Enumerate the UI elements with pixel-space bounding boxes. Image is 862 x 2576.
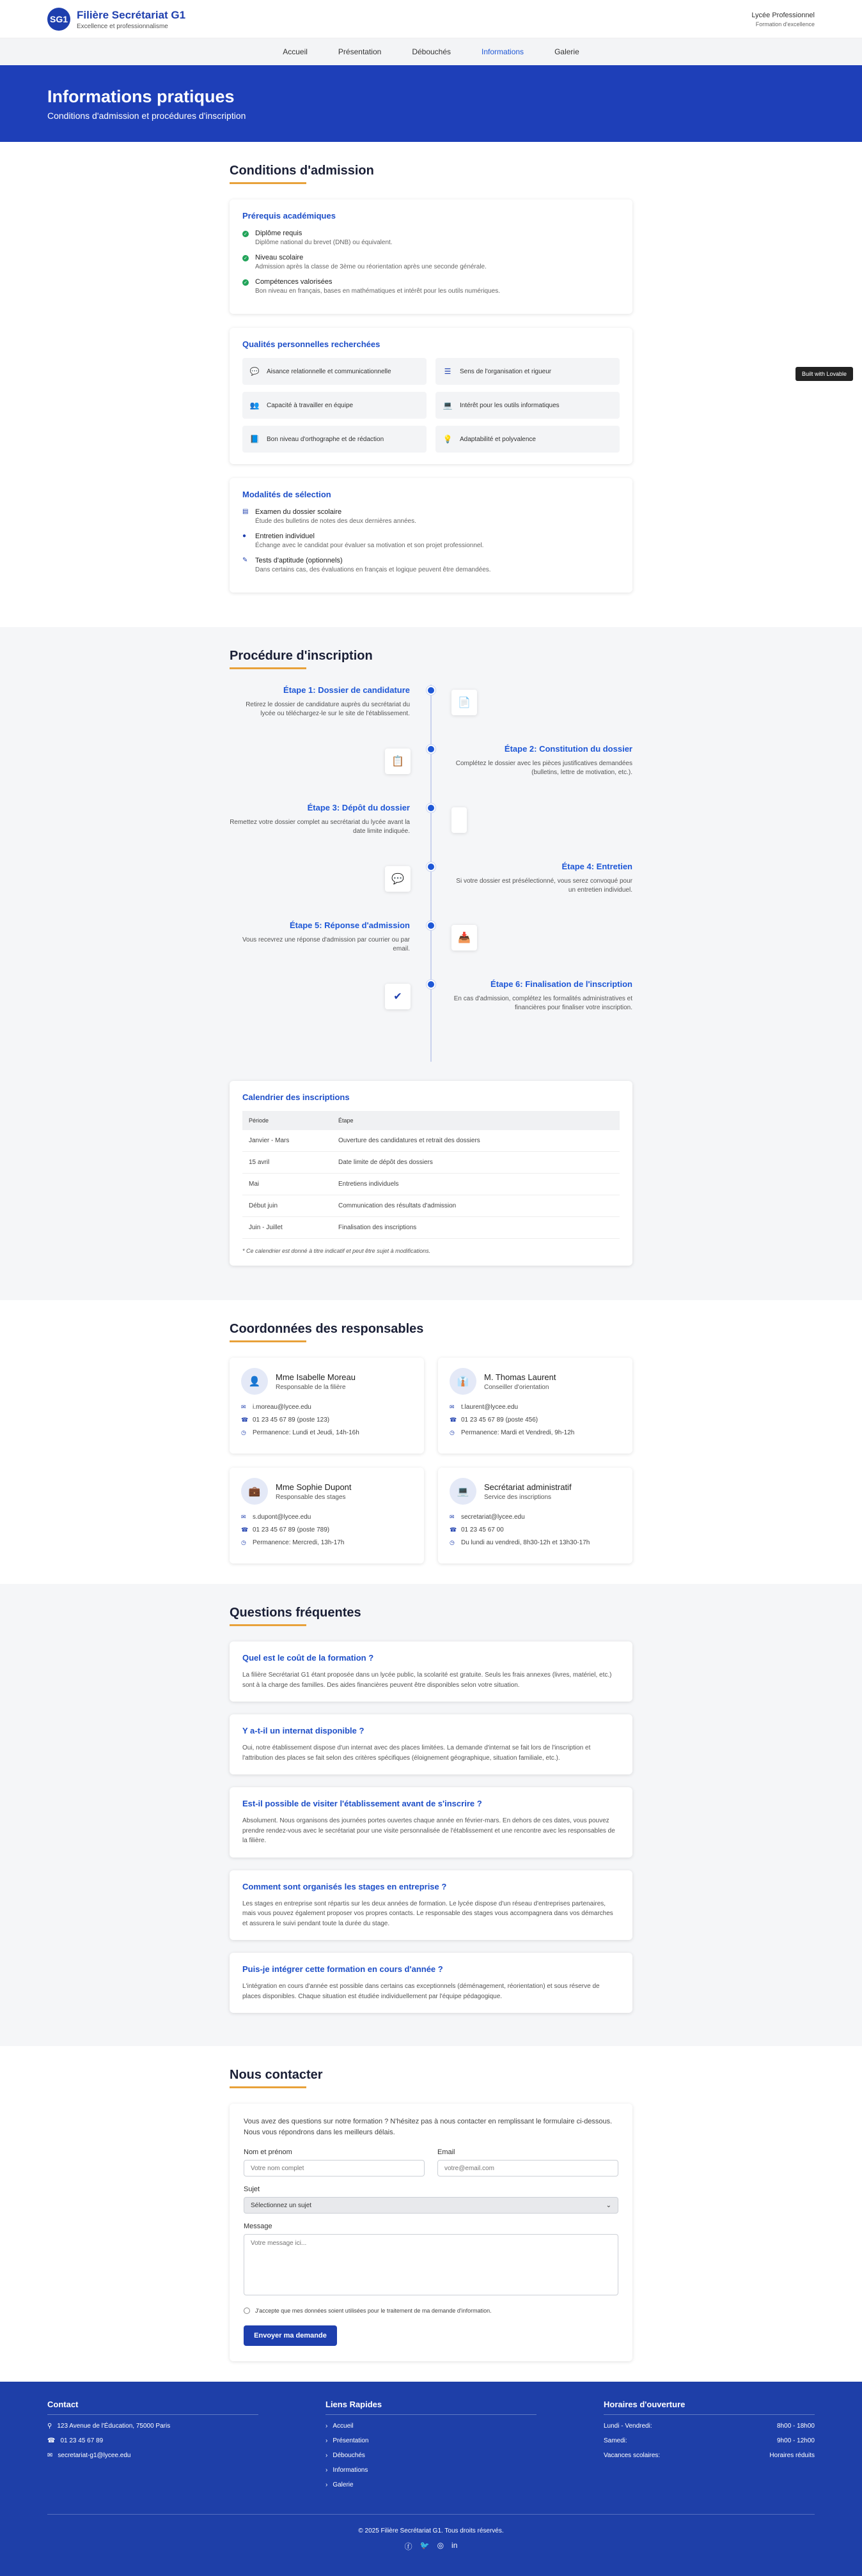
linkedin-icon[interactable]: in (451, 2541, 458, 2550)
phone-icon: ☎ (47, 2437, 56, 2445)
school-name: Lycée Professionnel (751, 11, 815, 19)
consent-label: J'accepte que mes données soient utilisées pour le traitement de ma demande d'information. (255, 2308, 492, 2315)
selection-title: Examen du dossier scolaire (255, 508, 342, 516)
facebook-icon[interactable]: ⓕ (404, 2542, 412, 2552)
chevron-right-icon: › (325, 2467, 328, 2474)
card-title: Qualités personnelles recherchées (242, 339, 380, 349)
copyright: © 2025 Filière Secrétariat G1. Tous droits réservés. (358, 2527, 504, 2535)
name-label: Nom et prénom (244, 2148, 292, 2157)
prereq-desc: Diplôme national du brevet (DNB) ou équivalent. (255, 239, 393, 246)
clock-icon: ◷ (450, 1539, 455, 1546)
footer-link-label: Débouchés (333, 2452, 365, 2460)
footer-link[interactable] (325, 2437, 537, 2444)
selection-desc: Échange avec le candidat pour évaluer sa motivation et son projet professionnel. (255, 542, 484, 549)
step-desc: Retirez le dossier de candidature auprès du secrétariat du lycée ou téléchargez-le sur le site de l'établissement. (246, 701, 410, 718)
lovable-badge[interactable]: Built with Lovable (795, 367, 853, 381)
hero-banner (0, 65, 862, 142)
title-underline (230, 1624, 306, 1626)
timeline-dot (427, 980, 435, 989)
selection-item (242, 508, 620, 525)
brand-title: Filière Secrétariat G1 (77, 8, 186, 21)
contact-hours: Permanence: Mercredi, 13h-17h (253, 1539, 345, 1546)
step-desc: Remettez votre dossier complet au secrétariat du lycée avant la date limite indiquée. (230, 818, 410, 835)
laptop-icon: 💻 (443, 401, 453, 410)
quality-item (242, 426, 427, 453)
step-title: Étape 1: Dossier de candidature (283, 685, 410, 695)
contact-card (438, 1358, 632, 1454)
calendar-table (242, 1111, 620, 1239)
nav-galerie[interactable]: Galerie (554, 47, 579, 56)
contact-name: Secrétariat administratif (484, 1482, 572, 1492)
user-icon: 👤 (241, 1368, 268, 1395)
mail-icon: ✉ (450, 1404, 455, 1410)
prereq-desc: Admission après la classe de 3ème ou réorientation après une seconde générale. (255, 263, 487, 270)
footer-link-label: Accueil (333, 2423, 354, 2430)
footer-links (325, 2400, 537, 2496)
users-icon: 👥 (249, 401, 260, 410)
chat-icon: 💬 (385, 866, 411, 892)
faq-item[interactable] (230, 1787, 632, 1858)
timeline-step (230, 920, 632, 979)
chevron-right-icon: › (325, 2481, 328, 2489)
chevron-right-icon: › (325, 2437, 328, 2445)
phone-icon: ☎ (450, 1416, 457, 1423)
section-title: Coordonnées des responsables (230, 1322, 424, 1336)
footer-address: 123 Avenue de l'Éducation, 75000 Paris (57, 2423, 171, 2430)
page-title: Informations pratiques (47, 87, 235, 106)
header-school-info (751, 12, 815, 27)
step-title: Étape 2: Constitution du dossier (504, 744, 632, 754)
contact-card (438, 1468, 632, 1563)
quality-label: Aisance relationnelle et communicationnelle (267, 368, 391, 375)
clipboard-icon: 📋 (385, 749, 411, 774)
table-row (242, 1174, 620, 1195)
timeline-dot (427, 745, 435, 754)
page-subtitle: Conditions d'admission et procédures d'inscription (47, 111, 246, 121)
message-textarea[interactable] (244, 2234, 618, 2295)
calendar-card (230, 1081, 632, 1266)
selection-desc: Étude des bulletins de notes des deux dernières années. (255, 518, 416, 525)
quality-label: Adaptabilité et polyvalence (460, 435, 536, 443)
prereq-item (242, 254, 620, 270)
timeline-step (230, 685, 632, 743)
column-header: Étape (332, 1111, 620, 1130)
card-title: Calendrier des inscriptions (242, 1092, 350, 1102)
prereq-title: Niveau scolaire (255, 254, 304, 261)
timeline-dot (427, 862, 435, 871)
prereq-title: Diplôme requis (255, 229, 302, 237)
cell-period: Juin - Juillet (242, 1217, 332, 1239)
main-nav (0, 38, 862, 65)
cell-period: Début juin (242, 1195, 332, 1217)
chevron-right-icon: › (325, 2452, 328, 2460)
footer-link[interactable] (325, 2452, 537, 2459)
email-label: Email (437, 2148, 455, 2157)
cell-step: Date limite de dépôt des dossiers (332, 1152, 620, 1174)
footer-heading: Horaires d'ouverture (604, 2400, 815, 2415)
person-icon: ● (242, 532, 247, 539)
faq-item[interactable] (230, 1953, 632, 2013)
hours-day: Lundi - Vendredi: (604, 2423, 652, 2430)
title-underline (230, 667, 306, 669)
title-underline (230, 2086, 306, 2088)
step-title: Étape 5: Réponse d'admission (289, 920, 410, 930)
contact-form (230, 2104, 632, 2361)
laptop-icon: 💻 (450, 1478, 476, 1505)
location-icon: ⚲ (47, 2423, 52, 2430)
submit-button[interactable]: Envoyer ma demande (244, 2325, 337, 2346)
contact-role: Responsable de la filière (276, 1383, 346, 1391)
footer-phone[interactable]: 01 23 45 67 89 (60, 2437, 104, 2445)
phone-icon: ☎ (241, 1416, 249, 1423)
prereq-item (242, 229, 620, 246)
quality-label: Capacité à travailler en équipe (267, 401, 354, 409)
site-footer (0, 2382, 862, 2576)
contact-name: Mme Sophie Dupont (276, 1482, 352, 1492)
contact-hours: Permanence: Lundi et Jeudi, 14h-16h (253, 1429, 359, 1436)
message-label: Message (244, 2223, 272, 2231)
step-title: Étape 4: Entretien (561, 862, 632, 871)
prereq-title: Compétences valorisées (255, 278, 333, 286)
footer-email[interactable]: secretariat-g1@lycee.edu (58, 2452, 131, 2460)
cell-step: Finalisation des inscriptions (332, 1217, 620, 1239)
cell-period: Mai (242, 1174, 332, 1195)
contact-form-section (0, 2046, 862, 2382)
faq-answer: La filière Secrétariat G1 étant proposée dans un lycée public, la scolarité est gratuite. Seuls les frais annexes (livres, matériel, etc.) sont à la charge des familles. Des aides financières peuvent être disponibles selon votre situation. (242, 1672, 612, 1689)
contact-phone[interactable]: 01 23 45 67 89 (poste 456) (461, 1416, 538, 1424)
contact-card (230, 1468, 424, 1563)
hours-time: 8h00 - 18h00 (777, 2423, 815, 2430)
quality-item (242, 358, 427, 385)
contact-card (230, 1358, 424, 1454)
footer-heading: Contact (47, 2400, 258, 2415)
mail-icon: ✉ (241, 1514, 246, 1520)
subject-select[interactable] (244, 2197, 618, 2214)
contact-name: M. Thomas Laurent (484, 1372, 556, 1382)
nav-presentation[interactable]: Présentation (338, 47, 382, 56)
title-underline (230, 182, 306, 184)
selection-card (230, 478, 632, 593)
contact-phone[interactable]: 01 23 45 67 00 (461, 1526, 504, 1533)
hours-day: Vacances scolaires: (604, 2452, 661, 2460)
contact-email[interactable]: s.dupont@lycee.edu (253, 1514, 311, 1521)
clock-icon: ◷ (241, 1539, 246, 1546)
prereq-item (242, 278, 620, 295)
footer-contact (47, 2400, 258, 2496)
faq-question: Quel est le coût de la formation ? (242, 1653, 374, 1663)
clock-icon: ◷ (450, 1429, 455, 1436)
name-input[interactable] (244, 2160, 425, 2176)
footer-link-label: Informations (333, 2467, 368, 2474)
cell-step: Entretiens individuels (332, 1174, 620, 1195)
phone-icon: ☎ (450, 1526, 457, 1533)
section-title: Procédure d'inscription (230, 649, 373, 663)
table-row (242, 1195, 620, 1217)
procedure-section (0, 627, 862, 1300)
step-title: Étape 6: Finalisation de l'inscription (490, 979, 632, 989)
brand-logo: SG1 (47, 8, 70, 31)
nav-informations[interactable]: Informations (482, 47, 524, 56)
chevron-right-icon: › (325, 2423, 328, 2430)
step-desc: Vous recevrez une réponse d'admission par courrier ou par email. (242, 936, 410, 953)
subject-label: Sujet (244, 2185, 260, 2194)
quality-item (435, 392, 620, 419)
footer-heading: Liens Rapides (325, 2400, 537, 2415)
section-title: Questions fréquentes (230, 1606, 361, 1620)
faq-item[interactable] (230, 1870, 632, 1941)
faq-item[interactable] (230, 1641, 632, 1702)
bulb-icon: 💡 (443, 435, 453, 444)
quality-label: Sens de l'organisation et rigueur (460, 368, 552, 375)
quality-label: Bon niveau d'orthographe et de rédaction (267, 435, 384, 443)
chat-icon: 💬 (249, 367, 260, 376)
brand-subtitle: Excellence et professionnalisme (77, 22, 168, 30)
footer-hours (604, 2400, 815, 2496)
faq-question: Comment sont organisés les stages en entreprise ? (242, 1881, 447, 1891)
check-icon: ✓ (242, 231, 249, 237)
timeline-step (230, 979, 632, 1037)
step-title: Étape 3: Dépôt du dossier (307, 803, 410, 812)
table-row (242, 1152, 620, 1174)
quality-item (242, 392, 427, 419)
prereq-card (230, 199, 632, 314)
chevron-down-icon: ⌄ (606, 2201, 611, 2209)
footer-link[interactable] (325, 2423, 537, 2430)
step-desc: En cas d'admission, complétez les formalités administratives et financières pour finaliser votre inscription. (453, 995, 632, 1012)
hours-day: Samedi: (604, 2437, 627, 2445)
cell-period: Janvier - Mars (242, 1130, 332, 1152)
site-header (0, 0, 862, 38)
faq-answer: Absolument. Nous organisons des journées portes ouvertes chaque année en février-mars. En dehors de ces dates, vous pouvez prendre rendez-vous avec le secrétariat pour une visite personnalisée de l'établissement et une rencontre avec les responsables de la filière. (242, 1817, 615, 1844)
cell-period: 15 avril (242, 1152, 332, 1174)
pencil-icon: ✎ (242, 557, 248, 564)
prereq-desc: Bon niveau en français, bases en mathématiques et intérêt pour les outils numériques. (255, 288, 500, 295)
section-title: Conditions d'admission (230, 164, 374, 178)
selection-title: Entretien individuel (255, 532, 315, 540)
brand[interactable] (47, 8, 185, 31)
contact-role: Conseiller d'orientation (484, 1383, 549, 1391)
faq-answer: Les stages en entreprise sont répartis sur les deux années de formation. Le lycée dispose d'un réseau d'entreprises partenaires, mais vous pouvez également proposer vos propres contacts. Le responsable des stages vous accompagnera dans vos démarches et assurera le suivi pendant toute la durée du stage. (242, 1900, 613, 1927)
column-header: Période (242, 1111, 332, 1130)
contact-hours: Permanence: Mardi et Vendredi, 9h-12h (461, 1429, 575, 1436)
email-input[interactable] (437, 2160, 618, 2176)
document-icon: 📄 (451, 690, 477, 715)
consent-checkbox[interactable] (244, 2308, 250, 2314)
contact-role: Responsable des stages (276, 1493, 346, 1501)
contact-name: Mme Isabelle Moreau (276, 1372, 356, 1382)
check-icon: ✓ (242, 255, 249, 261)
contact-role: Service des inscriptions (484, 1493, 552, 1501)
form-intro: Vous avez des questions sur notre formation ? N'hésitez pas à nous contacter en remplissant le formulaire ci-dessous. Nous vous répondrons dans les meilleurs délais. (244, 2118, 613, 2137)
table-row (242, 1130, 620, 1152)
faq-question: Puis-je intégrer cette formation en cours d'année ? (242, 1964, 443, 1974)
contacts-section (0, 1300, 862, 1584)
contact-phone[interactable]: 01 23 45 67 89 (poste 789) (253, 1526, 330, 1533)
timeline (230, 685, 632, 1062)
selection-item (242, 557, 620, 573)
list-icon: ☰ (444, 367, 451, 376)
timeline-step (230, 743, 632, 802)
cell-step: Ouverture des candidatures et retrait des dossiers (332, 1130, 620, 1152)
timeline-dot (427, 686, 435, 695)
footer-link[interactable] (325, 2481, 537, 2488)
nav-debouches[interactable]: Débouchés (412, 47, 451, 56)
contact-email[interactable]: secretariat@lycee.edu (461, 1514, 525, 1521)
contact-email[interactable]: t.laurent@lycee.edu (461, 1404, 519, 1411)
section-title: Nous contacter (230, 2068, 323, 2082)
contact-hours: Du lundi au vendredi, 8h30-12h et 13h30-17h (461, 1539, 590, 1546)
faq-section (0, 1584, 862, 2046)
contact-email[interactable]: i.moreau@lycee.edu (253, 1404, 311, 1411)
admission-section (0, 142, 862, 627)
footer-link[interactable] (325, 2467, 537, 2474)
selection-title: Tests d'aptitude (optionnels) (255, 557, 343, 564)
quality-item (435, 358, 620, 385)
faq-answer: L'intégration en cours d'année est possible dans certains cas exceptionnels (déménagement, réorientation) et sous réserve de places disponibles. Chaque situation est étudiée individuellement par l'équipe pédagogique. (242, 1983, 600, 2000)
title-underline (230, 1340, 306, 1342)
calendar-note: * Ce calendrier est donné à titre indicatif et peut être sujet à modifications. (242, 1248, 431, 1254)
cell-step: Communication des résultats d'admission (332, 1195, 620, 1217)
mail-icon: ✉ (241, 1404, 246, 1410)
nav-accueil[interactable]: Accueil (283, 47, 308, 56)
check-circle-icon: ✔ (385, 984, 411, 1009)
card-title: Modalités de sélection (242, 490, 331, 499)
twitter-icon[interactable]: 🐦 (419, 2541, 430, 2550)
table-row (242, 1217, 620, 1239)
quality-label: Intérêt pour les outils informatiques (460, 401, 560, 409)
faq-question: Y a-t-il un internat disponible ? (242, 1726, 364, 1735)
briefcase-icon: 💼 (241, 1478, 268, 1505)
selection-item (242, 532, 620, 549)
mail-icon: ✉ (450, 1514, 455, 1520)
phone-icon: ☎ (241, 1526, 249, 1533)
timeline-step (230, 861, 632, 920)
card-title: Prérequis académiques (242, 211, 336, 221)
user-tie-icon: 👔 (450, 1368, 476, 1395)
clock-icon: ◷ (241, 1429, 246, 1436)
timeline-dot (427, 921, 435, 930)
faq-item[interactable] (230, 1714, 632, 1774)
hours-time: Horaires réduits (769, 2452, 815, 2460)
book-icon: 📘 (249, 435, 260, 444)
qualities-card (230, 328, 632, 464)
subject-value: Sélectionnez un sujet (251, 2201, 312, 2209)
hours-time: 9h00 - 12h00 (777, 2437, 815, 2445)
faq-question: Est-il possible de visiter l'établissement avant de s'inscrire ? (242, 1799, 482, 1808)
quality-item (435, 426, 620, 453)
instagram-icon[interactable]: ◎ (437, 2541, 444, 2550)
check-icon: ✓ (242, 279, 249, 286)
timeline-dot (427, 803, 435, 812)
step-desc: Si votre dossier est présélectionné, vous serez convoqué pour un entretien individuel. (456, 877, 632, 894)
file-icon: ▤ (242, 508, 249, 515)
selection-desc: Dans certains cas, des évaluations en français et logique peuvent être demandées. (255, 566, 491, 573)
contact-phone[interactable]: 01 23 45 67 89 (poste 123) (253, 1416, 330, 1424)
blank-icon (451, 807, 467, 833)
step-desc: Complétez le dossier avec les pièces justificatives demandées (bulletins, lettre de motivation, etc.). (455, 759, 632, 777)
mail-icon: ✉ (47, 2452, 53, 2460)
footer-link-label: Galerie (333, 2481, 354, 2489)
footer-link-label: Présentation (333, 2437, 369, 2445)
inbox-icon: 📥 (451, 925, 477, 950)
school-tagline: Formation d'excellence (755, 20, 815, 27)
timeline-step (230, 802, 632, 861)
faq-answer: Oui, notre établissement dispose d'un internat avec des places limitées. La demande d'internat se fait lors de l'inscription et l'attribution des places se fait selon des critères spécifiques (éloignement géographique, situation familiale, etc.). (242, 1744, 591, 1762)
